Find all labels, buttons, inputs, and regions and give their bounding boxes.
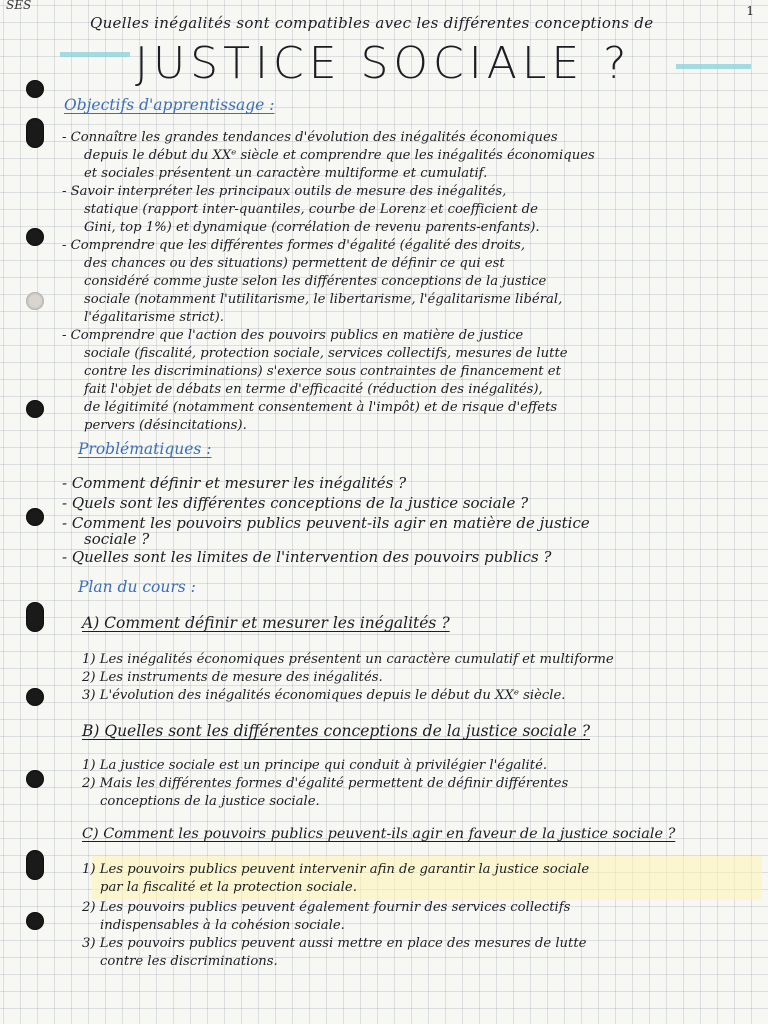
section-a-item: 3) L'évolution des inégalités économiques depuis le début du XXᵉ siècle. [82, 688, 566, 703]
objectif-line: contre les discriminations) s'exerce sous contraintes de financement et [84, 364, 561, 379]
binder-hole [26, 850, 44, 880]
objectif-line: l'égalitarisme strict). [84, 310, 224, 325]
plan-heading: Plan du cours : [78, 578, 196, 596]
binder-hole [26, 508, 44, 526]
binder-hole [26, 912, 44, 930]
section-c-item: contre les discriminations. [100, 954, 278, 969]
problematique-line: - Quelles sont les limites de l'intervention des pouvoirs publics ? [62, 548, 552, 566]
problematiques-heading: Problématiques : [78, 440, 212, 458]
objectif-line: considéré comme juste selon les différentes conceptions de la justice [84, 274, 547, 289]
objectif-line: depuis le début du XXᵉ siècle et comprendre que les inégalités économiques [84, 148, 595, 163]
section-a-title: A) Comment définir et mesurer les inégalités ? [82, 614, 450, 632]
binder-hole [26, 292, 44, 310]
binder-hole [26, 770, 44, 788]
page-question: Quelles inégalités sont compatibles avec les différentes conceptions de [90, 14, 654, 32]
problematique-line: sociale ? [84, 530, 150, 548]
objectif-line: pervers (désincitations). [84, 418, 247, 433]
section-c-item: 2) Les pouvoirs publics peuvent également fournir des services collectifs [82, 900, 571, 915]
section-c-item: 1) Les pouvoirs publics peuvent intervenir afin de garantir la justice sociale [82, 862, 590, 877]
section-a-item: 2) Les instruments de mesure des inégalités. [82, 670, 383, 685]
title-highlight-left [60, 52, 130, 57]
problematique-line: - Comment les pouvoirs publics peuvent-ils agir en matière de justice [62, 514, 590, 532]
objectif-line: des chances ou des situations) permettent de définir ce qui est [84, 256, 505, 271]
section-b-item: conceptions de la justice sociale. [100, 794, 320, 809]
page-title: JUSTICE SOCIALE ? [135, 38, 632, 89]
binder-hole [26, 118, 44, 148]
section-a-item: 1) Les inégalités économiques présentent un caractère cumulatif et multiforme [82, 652, 614, 667]
section-c-item: indispensables à la cohésion sociale. [100, 918, 345, 933]
objectif-line: de légitimité (notamment consentement à l'impôt) et de risque d'effets [84, 400, 558, 415]
section-c-item: 3) Les pouvoirs publics peuvent aussi mettre en place des mesures de lutte [82, 936, 587, 951]
objectif-line: et sociales présentent un caractère multiforme et cumulatif. [84, 166, 488, 181]
section-c-item: par la fiscalité et la protection sociale. [100, 880, 357, 895]
objectifs-heading: Objectifs d'apprentissage : [64, 96, 275, 114]
binder-hole [26, 400, 44, 418]
problematique-line: - Quels sont les différentes conceptions de la justice sociale ? [62, 494, 529, 512]
page-number: 1 [746, 4, 754, 18]
section-c-title: C) Comment les pouvoirs publics peuvent-ils agir en faveur de la justice sociale ? [82, 826, 676, 842]
section-b-title: B) Quelles sont les différentes conceptions de la justice sociale ? [82, 722, 591, 740]
objectif-line: fait l'objet de débats en terme d'efficacité (réduction des inégalités), [84, 382, 543, 397]
title-highlight-right [676, 64, 751, 69]
objectif-line: - Connaître les grandes tendances d'évolution des inégalités économiques [62, 130, 558, 145]
problematique-line: - Comment définir et mesurer les inégalités ? [62, 474, 407, 492]
section-b-item: 1) La justice sociale est un principe qui conduit à privilégier l'égalité. [82, 758, 548, 773]
binder-hole [26, 80, 44, 98]
objectif-line: statique (rapport inter-quantiles, courbe de Lorenz et coefficient de [84, 202, 538, 217]
section-b-item: 2) Mais les différentes formes d'égalité permettent de définir différentes [82, 776, 569, 791]
objectif-line: sociale (notamment l'utilitarisme, le libertarisme, l'égalitarisme libéral, [84, 292, 563, 307]
objectif-line: sociale (fiscalité, protection sociale, services collectifs, mesures de lutte [84, 346, 568, 361]
binder-hole [26, 228, 44, 246]
objectif-line: - Comprendre que l'action des pouvoirs publics en matière de justice [62, 328, 524, 343]
objectif-line: Gini, top 1%) et dynamique (corrélation de revenu parents-enfants). [84, 220, 540, 235]
binder-hole [26, 688, 44, 706]
objectif-line: - Savoir interpréter les principaux outils de mesure des inégalités, [62, 184, 507, 199]
objectif-line: - Comprendre que les différentes formes d'égalité (égalité des droits, [62, 238, 526, 253]
subject-tag: SES [6, 0, 32, 12]
binder-hole [26, 602, 44, 632]
